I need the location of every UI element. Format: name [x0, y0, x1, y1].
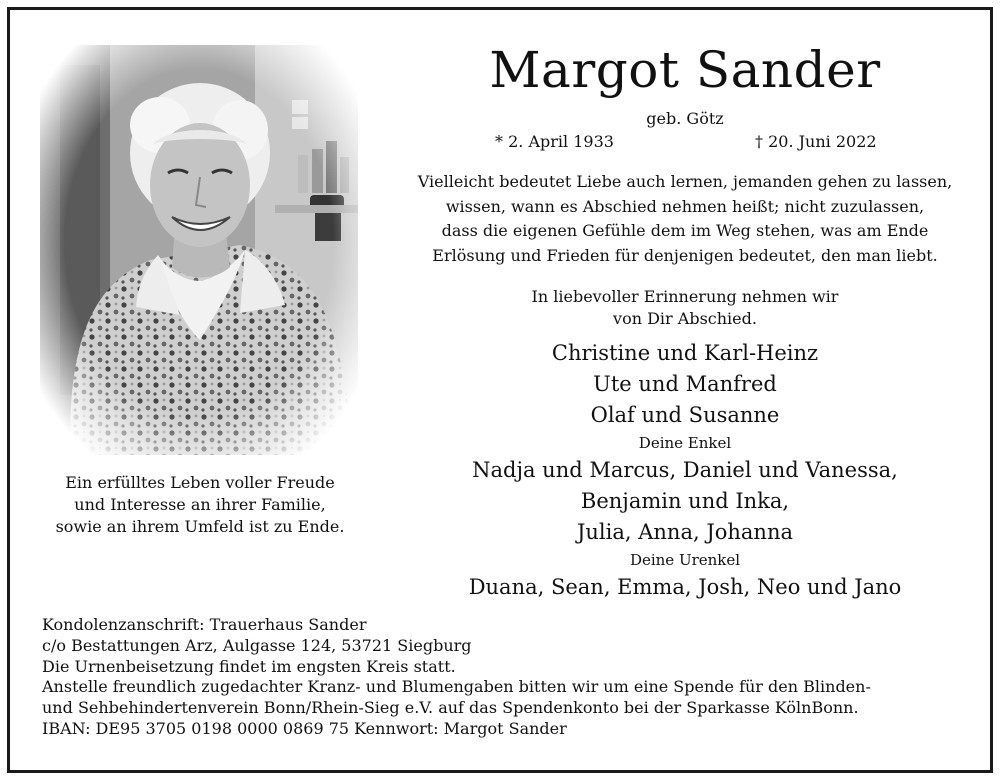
burial-note: Die Urnenbeisetzung findet im engsten Kreis statt.: [42, 656, 456, 676]
donation-note: Anstelle freundlich zugedachter Kranz- und Blumengaben bitten wir um eine Spende für den Blinden-: [42, 677, 871, 697]
deceased-name: Margot Sander: [489, 41, 881, 99]
grandchildren-line: Julia, Anna, Johanna: [576, 520, 793, 544]
enkel-label: Deine Enkel: [638, 434, 732, 452]
great-grandchildren-names: [395, 572, 975, 603]
child-couple: Ute und Manfred: [593, 372, 777, 396]
quote-line: Vielleicht bedeutet Liebe auch lernen, jemanden gehen zu lassen,: [417, 172, 953, 191]
photo-caption: [30, 472, 370, 538]
quote-line: dass die eigenen Gefühle dem im Weg stehen, was am Ende: [441, 221, 929, 240]
obituary-card: [7, 7, 993, 773]
farewell-line: In liebevoller Erinnerung nehmen wir: [531, 287, 839, 306]
death-date: † 20. Juni 2022: [755, 132, 877, 151]
birth-name: geb. Götz: [646, 109, 724, 128]
child-couple: Christine und Karl-Heinz: [551, 341, 819, 365]
life-dates: [395, 132, 975, 156]
quote-line: Erlösung und Frieden für denjenigen bedeutet, den man liebt.: [432, 245, 938, 265]
grandchildren-names: [395, 455, 975, 548]
portrait-photo: [40, 45, 358, 455]
farewell-line: von Dir Abschied.: [613, 309, 757, 328]
footer-info: [42, 615, 871, 740]
iban-line: IBAN: DE95 3705 0198 0000 0869 75 Kennwort: Margot Sander: [42, 718, 567, 738]
grandchildren-line: Benjamin und Inka,: [580, 489, 790, 513]
main-text-column: [395, 40, 975, 603]
caption-line: sowie an ihrem Umfeld ist zu Ende.: [55, 517, 345, 536]
great-grandchildren-line: Duana, Sean, Emma, Josh, Neo und Jano: [468, 575, 902, 599]
child-couple: Olaf und Susanne: [590, 403, 780, 427]
farewell-text: [395, 286, 975, 330]
donation-note-cont: und Sehbehindertenverein Bonn/Rhein-Sieg e.V. auf das Spendenkonto bei der Sparkasse KölnBonn.: [42, 698, 859, 718]
grandchildren-line: Nadja und Marcus, Daniel und Vanessa,: [472, 458, 898, 482]
urenkel-label: Deine Urenkel: [629, 551, 741, 569]
caption-line: und Interesse an ihrer Familie,: [74, 495, 326, 514]
quote-line: wissen, wann es Abschied nehmen heißt; nicht zuzulassen,: [445, 196, 925, 216]
condolence-address: Kondolenzanschrift: Trauerhaus Sander: [42, 615, 367, 634]
caption-line: Ein erfülltes Leben voller Freude: [65, 473, 335, 492]
birth-date: * 2. April 1933: [495, 132, 614, 151]
funeral-home-address: c/o Bestattungen Arz, Aulgasse 124, 53721 Siegburg: [42, 635, 472, 655]
children-names: [395, 338, 975, 431]
memorial-quote: [395, 170, 975, 268]
